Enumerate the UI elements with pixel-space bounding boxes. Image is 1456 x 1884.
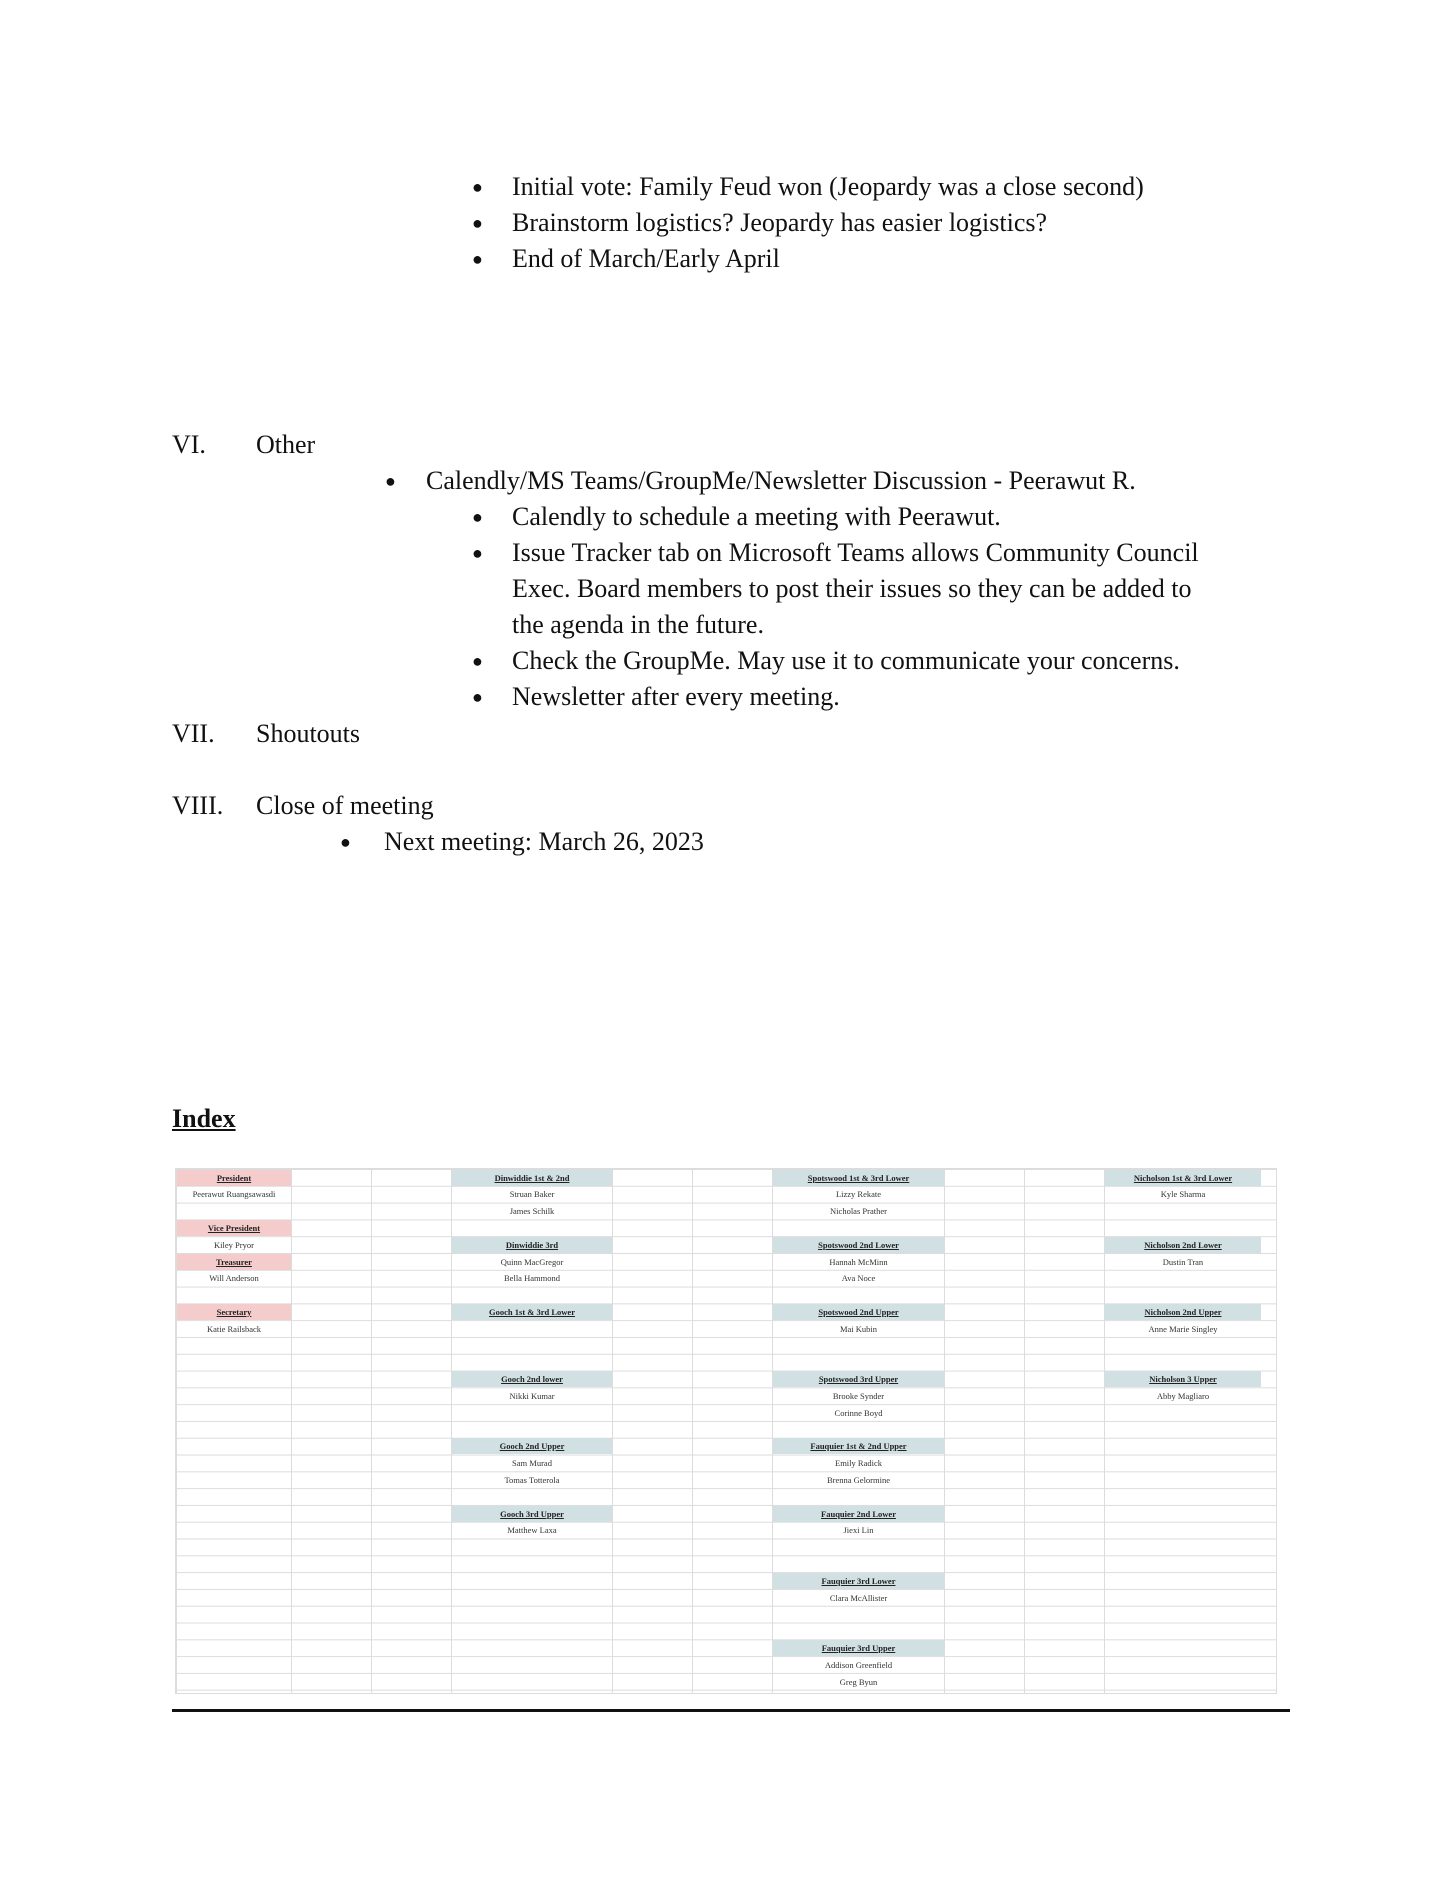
list-item: Calendly to schedule a meeting with Peerawut.: [512, 502, 1001, 531]
list-item: Newsletter after every meeting.: [512, 682, 840, 711]
roster-name: Sam Murad: [512, 1458, 552, 1469]
roster-name: Bella Hammond: [504, 1273, 560, 1284]
roster-name: Greg Byun: [839, 1676, 878, 1687]
roster-group-header: Spotswood 2nd Upper: [773, 1304, 944, 1320]
roster-group-header: Fauquier 3rd Upper: [773, 1640, 944, 1656]
section-numeral: VIII.: [172, 791, 224, 820]
roster-name: Kiley Pryor: [214, 1239, 254, 1250]
list-item: Brainstorm logistics? Jeopardy has easier logistics?: [512, 208, 1048, 237]
roster-name: Clara McAllister: [829, 1592, 888, 1603]
section-numeral: VII.: [172, 719, 215, 748]
roster-group-header: Fauquier 2nd Lower: [773, 1506, 944, 1522]
roster-group-header: Treasurer: [177, 1254, 291, 1270]
roster-group-header: Vice President: [177, 1220, 291, 1236]
bullet-icon: ●: [385, 471, 396, 491]
roster-group-header: Nicholson 3 Upper: [1105, 1371, 1261, 1387]
roster-name: Addison Greenfield: [824, 1659, 893, 1670]
bullet-icon: ●: [472, 687, 483, 707]
bullet-icon: ●: [472, 177, 483, 197]
index-heading: Index: [172, 1104, 236, 1133]
roster-name: Quinn MacGregor: [500, 1256, 564, 1267]
list-item: Issue Tracker tab on Microsoft Teams allows Community Council: [512, 538, 1199, 567]
section-title: Close of meeting: [256, 791, 434, 820]
roster-group-header: Gooch 2nd lower: [452, 1371, 612, 1387]
list-item: Calendly/MS Teams/GroupMe/Newsletter Discussion - Peerawut R.: [426, 466, 1136, 495]
roster-group-header: Nicholson 2nd Lower: [1105, 1237, 1261, 1253]
roster-group-header: Gooch 3rd Upper: [452, 1506, 612, 1522]
section-title: Shoutouts: [256, 719, 361, 748]
roster-name: Kyle Sharma: [1160, 1189, 1206, 1200]
roster-group-header: Spotswood 2nd Lower: [773, 1237, 944, 1253]
bullet-icon: ●: [472, 213, 483, 233]
roster-name: Will Anderson: [209, 1273, 259, 1284]
roster-group-header: President: [177, 1170, 291, 1186]
roster-name: Peerawut Ruangsawasdi: [192, 1189, 276, 1200]
roster-name: Brooke Synder: [832, 1390, 885, 1401]
roster-group-header: Fauquier 3rd Lower: [773, 1573, 944, 1589]
roster-group-header: Secretary: [177, 1304, 291, 1320]
list-item: Check the GroupMe. May use it to communicate your concerns.: [512, 646, 1180, 675]
roster-name: Katie Railsback: [206, 1323, 262, 1334]
bullet-icon: ●: [472, 543, 483, 563]
roster-group-header: Dinwiddie 3rd: [452, 1237, 612, 1253]
roster-name: Matthew Laxa: [507, 1525, 557, 1536]
roster-group-header: Dinwiddie 1st & 2nd: [452, 1170, 612, 1186]
list-item: End of March/Early April: [512, 244, 780, 273]
horizontal-rule: [172, 1709, 1290, 1712]
roster-name: Corinne Boyd: [834, 1407, 883, 1418]
index-roster-table: [175, 1168, 1277, 1694]
roster-group-header: Fauquier 1st & 2nd Upper: [773, 1438, 944, 1454]
bullet-icon: ●: [472, 651, 483, 671]
list-item-continued: Exec. Board members to post their issues so they can be added to: [512, 574, 1192, 603]
bullet-icon: ●: [472, 249, 483, 269]
roster-name: Dustin Tran: [1162, 1256, 1204, 1267]
list-item-continued: the agenda in the future.: [512, 610, 764, 639]
roster-name: Mai Kubin: [839, 1323, 878, 1334]
roster-name: Ava Noce: [841, 1273, 876, 1284]
roster-name: Abby Magliaro: [1156, 1390, 1210, 1401]
roster-group-header: Spotswood 3rd Upper: [773, 1371, 944, 1387]
roster-name: Anne Marie Singley: [1148, 1323, 1218, 1334]
list-item: Next meeting: March 26, 2023: [384, 827, 704, 856]
roster-name: Nicholas Prather: [830, 1206, 887, 1217]
roster-name: Hannah McMinn: [829, 1256, 888, 1267]
roster-group-header: Nicholson 2nd Upper: [1105, 1304, 1261, 1320]
roster-name: James Schilk: [509, 1206, 555, 1217]
roster-name: Lizzy Rekate: [835, 1189, 882, 1200]
roster-name: Brenna Gelormine: [826, 1474, 891, 1485]
roster-name: Struan Baker: [509, 1189, 555, 1200]
roster-name: Emily Radick: [835, 1458, 882, 1469]
list-item: Initial vote: Family Feud won (Jeopardy was a close second): [512, 172, 1144, 201]
roster-group-header: Gooch 2nd Upper: [452, 1438, 612, 1454]
bullet-icon: ●: [472, 507, 483, 527]
section-numeral: VI.: [172, 430, 206, 459]
roster-name: Tomas Totterola: [504, 1474, 560, 1485]
bullet-icon: ●: [340, 832, 351, 852]
roster-group-header: Spotswood 1st & 3rd Lower: [773, 1170, 944, 1186]
roster-name: Nikki Kumar: [509, 1390, 555, 1401]
roster-group-header: Nicholson 1st & 3rd Lower: [1105, 1170, 1261, 1186]
roster-name: Jiexi Lin: [843, 1525, 874, 1536]
roster-group-header: Gooch 1st & 3rd Lower: [452, 1304, 612, 1320]
section-title: Other: [256, 430, 316, 459]
